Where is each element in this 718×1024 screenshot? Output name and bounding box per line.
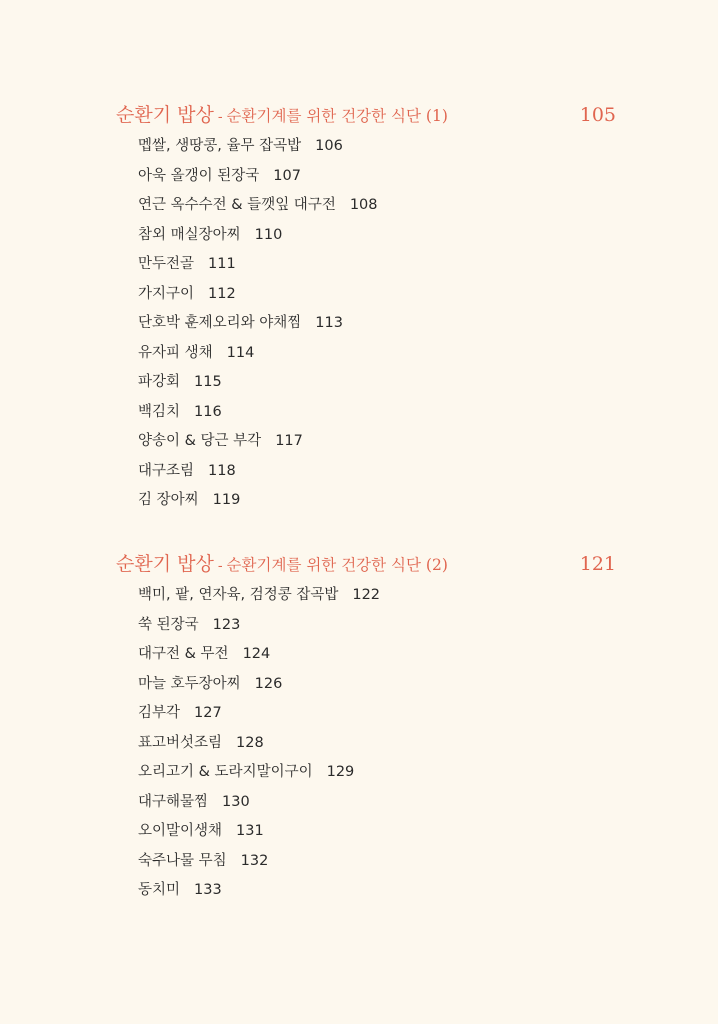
- section-page-number: 121: [579, 553, 616, 575]
- toc-entry: [138, 162, 616, 192]
- entry-page-number: 131: [236, 823, 264, 839]
- entry-page-number: 112: [208, 285, 236, 302]
- entry-title: 대구해물찜: [138, 793, 209, 810]
- entry-list: [116, 132, 616, 516]
- entry-page-number: 114: [226, 344, 255, 361]
- toc-entry: [138, 368, 616, 398]
- entry-page-number: 127: [194, 705, 222, 721]
- toc-entry: [138, 640, 616, 670]
- entry-page-number: 123: [212, 616, 241, 633]
- section-page-number: 105: [579, 104, 616, 126]
- section-heading: [116, 551, 448, 579]
- section-subtitle: 순환기계를 위한 건강한 식단 (1): [226, 107, 448, 125]
- entry-page-number: 106: [315, 138, 343, 154]
- toc-entry: [138, 876, 616, 906]
- entry-page-number: 128: [236, 734, 264, 751]
- toc-entry: [138, 427, 616, 457]
- entry-page-number: 133: [194, 882, 222, 898]
- toc-entry: [138, 280, 616, 310]
- entry-page-number: 130: [222, 793, 250, 810]
- entry-page-number: 126: [254, 675, 283, 692]
- entry-page-number: 113: [315, 315, 343, 331]
- entry-title: 파강회: [138, 374, 181, 390]
- entry-title: 동치미: [138, 882, 181, 898]
- toc-entry: [138, 457, 616, 487]
- entry-title: 오이말이생채: [138, 823, 223, 839]
- entry-title: 가지구이: [138, 285, 195, 302]
- toc-entry: [138, 250, 616, 280]
- section-dash: -: [217, 109, 223, 125]
- entry-title: 백미, 팥, 연자육, 검정콩 잡곡밥: [138, 587, 339, 603]
- entry-page-number: 110: [254, 226, 283, 243]
- entry-title: 김 장아찌: [138, 492, 199, 508]
- entry-page-number: 118: [208, 462, 236, 479]
- entry-page-number: 129: [326, 764, 355, 780]
- section-heading: [116, 102, 448, 130]
- entry-title: 숙주나물 무침: [138, 852, 227, 869]
- entry-title: 쑥 된장국: [138, 616, 199, 633]
- toc-entry: [138, 611, 616, 641]
- entry-title: 양송이 & 당근 부각: [138, 433, 262, 449]
- entry-title: 단호박 훈제오리와 야채찜: [138, 315, 302, 331]
- entry-title: 만두전골: [138, 256, 195, 272]
- entry-page-number: 124: [242, 646, 271, 662]
- toc-entry: [138, 339, 616, 369]
- toc-entry: [138, 699, 616, 729]
- entry-page-number: 117: [275, 433, 303, 449]
- entry-page-number: 108: [349, 197, 378, 213]
- entry-page-number: 122: [352, 587, 381, 603]
- entry-title: 멥쌀, 생땅콩, 율무 잡곡밥: [138, 138, 302, 154]
- toc-entry: [138, 486, 616, 516]
- toc-entry: [138, 398, 616, 428]
- entry-page-number: 115: [194, 374, 222, 390]
- section-title: 순환기 밥상: [116, 104, 214, 126]
- entry-title: 대구조림: [138, 462, 195, 479]
- section-header: [116, 100, 616, 132]
- section-title: 순환기 밥상: [116, 553, 214, 575]
- entry-page-number: 119: [212, 492, 241, 508]
- entry-page-number: 116: [194, 403, 222, 420]
- section-subtitle: 순환기계를 위한 건강한 식단 (2): [226, 556, 448, 574]
- toc-entry: [138, 309, 616, 339]
- entry-title: 대구전 & 무전: [138, 646, 229, 662]
- toc-entry: [138, 788, 616, 818]
- toc-entry: [138, 817, 616, 847]
- entry-list: [116, 581, 616, 906]
- entry-title: 오리고기 & 도라지말이구이: [138, 764, 313, 780]
- toc-entry: [138, 132, 616, 162]
- entry-title: 마늘 호두장아찌: [138, 675, 241, 692]
- entry-title: 아욱 올갱이 된장국: [138, 167, 260, 184]
- toc-entry: [138, 758, 616, 788]
- toc-section: [116, 100, 616, 516]
- entry-title: 백김치: [138, 403, 181, 420]
- entry-page-number: 111: [208, 256, 236, 272]
- toc-entry: [138, 729, 616, 759]
- entry-title: 표고버섯조림: [138, 734, 223, 751]
- section-dash: -: [217, 558, 223, 574]
- entry-title: 참외 매실장아찌: [138, 226, 241, 243]
- toc-entry: [138, 670, 616, 700]
- toc-entry: [138, 847, 616, 877]
- entry-title: 김부각: [138, 705, 181, 721]
- entry-page-number: 132: [240, 852, 269, 869]
- toc-entry: [138, 221, 616, 251]
- entry-page-number: 107: [273, 167, 301, 184]
- toc-entry: [138, 191, 616, 221]
- entry-title: 유자피 생채: [138, 344, 213, 361]
- entry-title: 연근 옥수수전 & 들깻잎 대구전: [138, 197, 336, 213]
- toc-entry: [138, 581, 616, 611]
- section-header: [116, 549, 616, 581]
- toc-section: [116, 549, 616, 906]
